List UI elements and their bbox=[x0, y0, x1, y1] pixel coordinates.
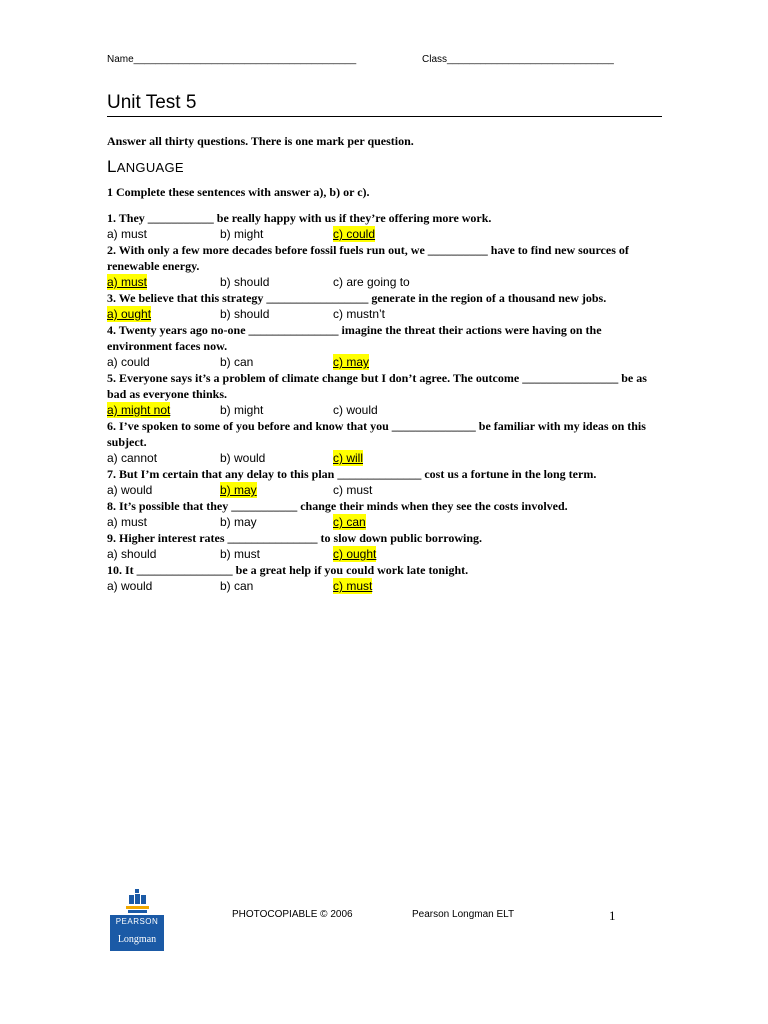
answer-option-b[interactable]: b) can bbox=[220, 579, 254, 593]
answer-option-c[interactable]: c) ought bbox=[333, 547, 377, 561]
answer-option-c[interactable]: c) would bbox=[333, 403, 378, 417]
question-text: 8. It’s possible that they ___________ change their minds when they see the costs involved. bbox=[107, 499, 568, 513]
question-9 bbox=[107, 530, 667, 562]
question-8 bbox=[107, 498, 667, 530]
answer-options bbox=[107, 482, 667, 498]
answer-option-a[interactable]: a) ought bbox=[107, 307, 152, 321]
answer-option-a[interactable]: a) should bbox=[107, 547, 157, 561]
answer-option-c[interactable]: c) will bbox=[333, 451, 363, 465]
logo-text-pearson: PEARSON bbox=[115, 917, 159, 926]
answer-option-b[interactable]: b) would bbox=[220, 451, 266, 465]
question-text: 9. Higher interest rates _______________ to slow down public borrowing. bbox=[107, 531, 483, 545]
answer-options bbox=[107, 226, 667, 242]
footer-copyright: PHOTOCOPIABLE © 2006 bbox=[232, 909, 353, 920]
answer-option-a[interactable]: a) might not bbox=[107, 403, 171, 417]
question-5 bbox=[107, 370, 667, 418]
answer-option-a[interactable]: a) could bbox=[107, 355, 150, 369]
answer-options bbox=[107, 514, 667, 530]
answer-option-c[interactable]: c) are going to bbox=[333, 275, 410, 289]
answer-option-b[interactable]: b) may bbox=[220, 483, 257, 497]
page-title: Unit Test 5 bbox=[107, 92, 197, 113]
answer-options bbox=[107, 578, 667, 594]
question-4 bbox=[107, 322, 667, 370]
answer-option-c[interactable]: c) must bbox=[333, 579, 373, 593]
answer-option-b[interactable]: b) can bbox=[220, 355, 254, 369]
answer-option-a[interactable]: a) would bbox=[107, 579, 153, 593]
answer-option-b[interactable]: b) should bbox=[220, 307, 270, 321]
question-text: 6. I’ve spoken to some of you before and know that you ______________ be familiar with my ideas on this subject. bbox=[107, 419, 646, 449]
answer-option-b[interactable]: b) must bbox=[220, 547, 261, 561]
question-10 bbox=[107, 562, 667, 594]
answer-option-a[interactable]: a) must bbox=[107, 227, 148, 241]
answer-option-a[interactable]: a) must bbox=[107, 275, 148, 289]
class-field-label: Class______________________________ bbox=[422, 54, 614, 65]
task-instruction: 1 Complete these sentences with answer a), b) or c). bbox=[107, 185, 370, 199]
question-text: 7. But I’m certain that any delay to this plan ______________ cost us a fortune in the long term. bbox=[107, 467, 597, 481]
answer-option-c[interactable]: c) can bbox=[333, 515, 366, 529]
question-list bbox=[107, 210, 667, 594]
question-text: 5. Everyone says it’s a problem of climate change but I don’t agree. The outcome ________________ be as bad as everyone thinks. bbox=[107, 371, 647, 401]
question-text: 3. We believe that this strategy _________________ generate in the region of a thousand new jobs. bbox=[107, 291, 607, 305]
answer-options bbox=[107, 402, 667, 418]
section-heading-cap: L bbox=[107, 157, 117, 176]
question-3 bbox=[107, 290, 667, 322]
question-7 bbox=[107, 466, 667, 498]
instructions: Answer all thirty questions. There is one mark per question. bbox=[107, 134, 414, 148]
answer-option-c[interactable]: c) could bbox=[333, 227, 376, 241]
answer-option-b[interactable]: b) may bbox=[220, 515, 257, 529]
question-1 bbox=[107, 210, 667, 242]
answer-option-a[interactable]: a) cannot bbox=[107, 451, 158, 465]
pearson-longman-logo bbox=[110, 887, 164, 951]
question-text: 1. They ___________ be really happy with us if they’re offering more work. bbox=[107, 211, 492, 225]
answer-option-a[interactable]: a) would bbox=[107, 483, 153, 497]
answer-option-c[interactable]: c) mustn’t bbox=[333, 307, 386, 321]
question-6 bbox=[107, 418, 667, 466]
name-field-label: Name________________________________________ bbox=[107, 54, 357, 65]
answer-options bbox=[107, 274, 667, 290]
answer-option-c[interactable]: c) must bbox=[333, 483, 373, 497]
question-text: 2. With only a few more decades before fossil fuels run out, we __________ have to find new sources of renewable energy. bbox=[107, 243, 629, 273]
answer-option-b[interactable]: b) should bbox=[220, 275, 270, 289]
answer-options bbox=[107, 546, 667, 562]
answer-option-b[interactable]: b) might bbox=[220, 403, 264, 417]
page-number: 1 bbox=[609, 908, 616, 923]
answer-option-c[interactable]: c) may bbox=[333, 355, 369, 369]
section-heading bbox=[107, 157, 184, 177]
question-text: 10. It ________________ be a great help if you could work late tonight. bbox=[107, 563, 469, 577]
footer-publisher: Pearson Longman ELT bbox=[412, 909, 515, 920]
answer-option-b[interactable]: b) might bbox=[220, 227, 264, 241]
answer-options bbox=[107, 354, 667, 370]
answer-options bbox=[107, 306, 667, 322]
question-2 bbox=[107, 242, 667, 290]
logo-text-longman: Longman bbox=[117, 934, 157, 945]
answer-option-a[interactable]: a) must bbox=[107, 515, 148, 529]
title-divider bbox=[107, 116, 662, 117]
question-text: 4. Twenty years ago no-one _______________ imagine the threat their actions were having on the environment faces now. bbox=[107, 323, 602, 353]
answer-options bbox=[107, 450, 667, 466]
ship-icon bbox=[122, 887, 152, 915]
section-heading-rest: ANGUAGE bbox=[116, 160, 184, 175]
